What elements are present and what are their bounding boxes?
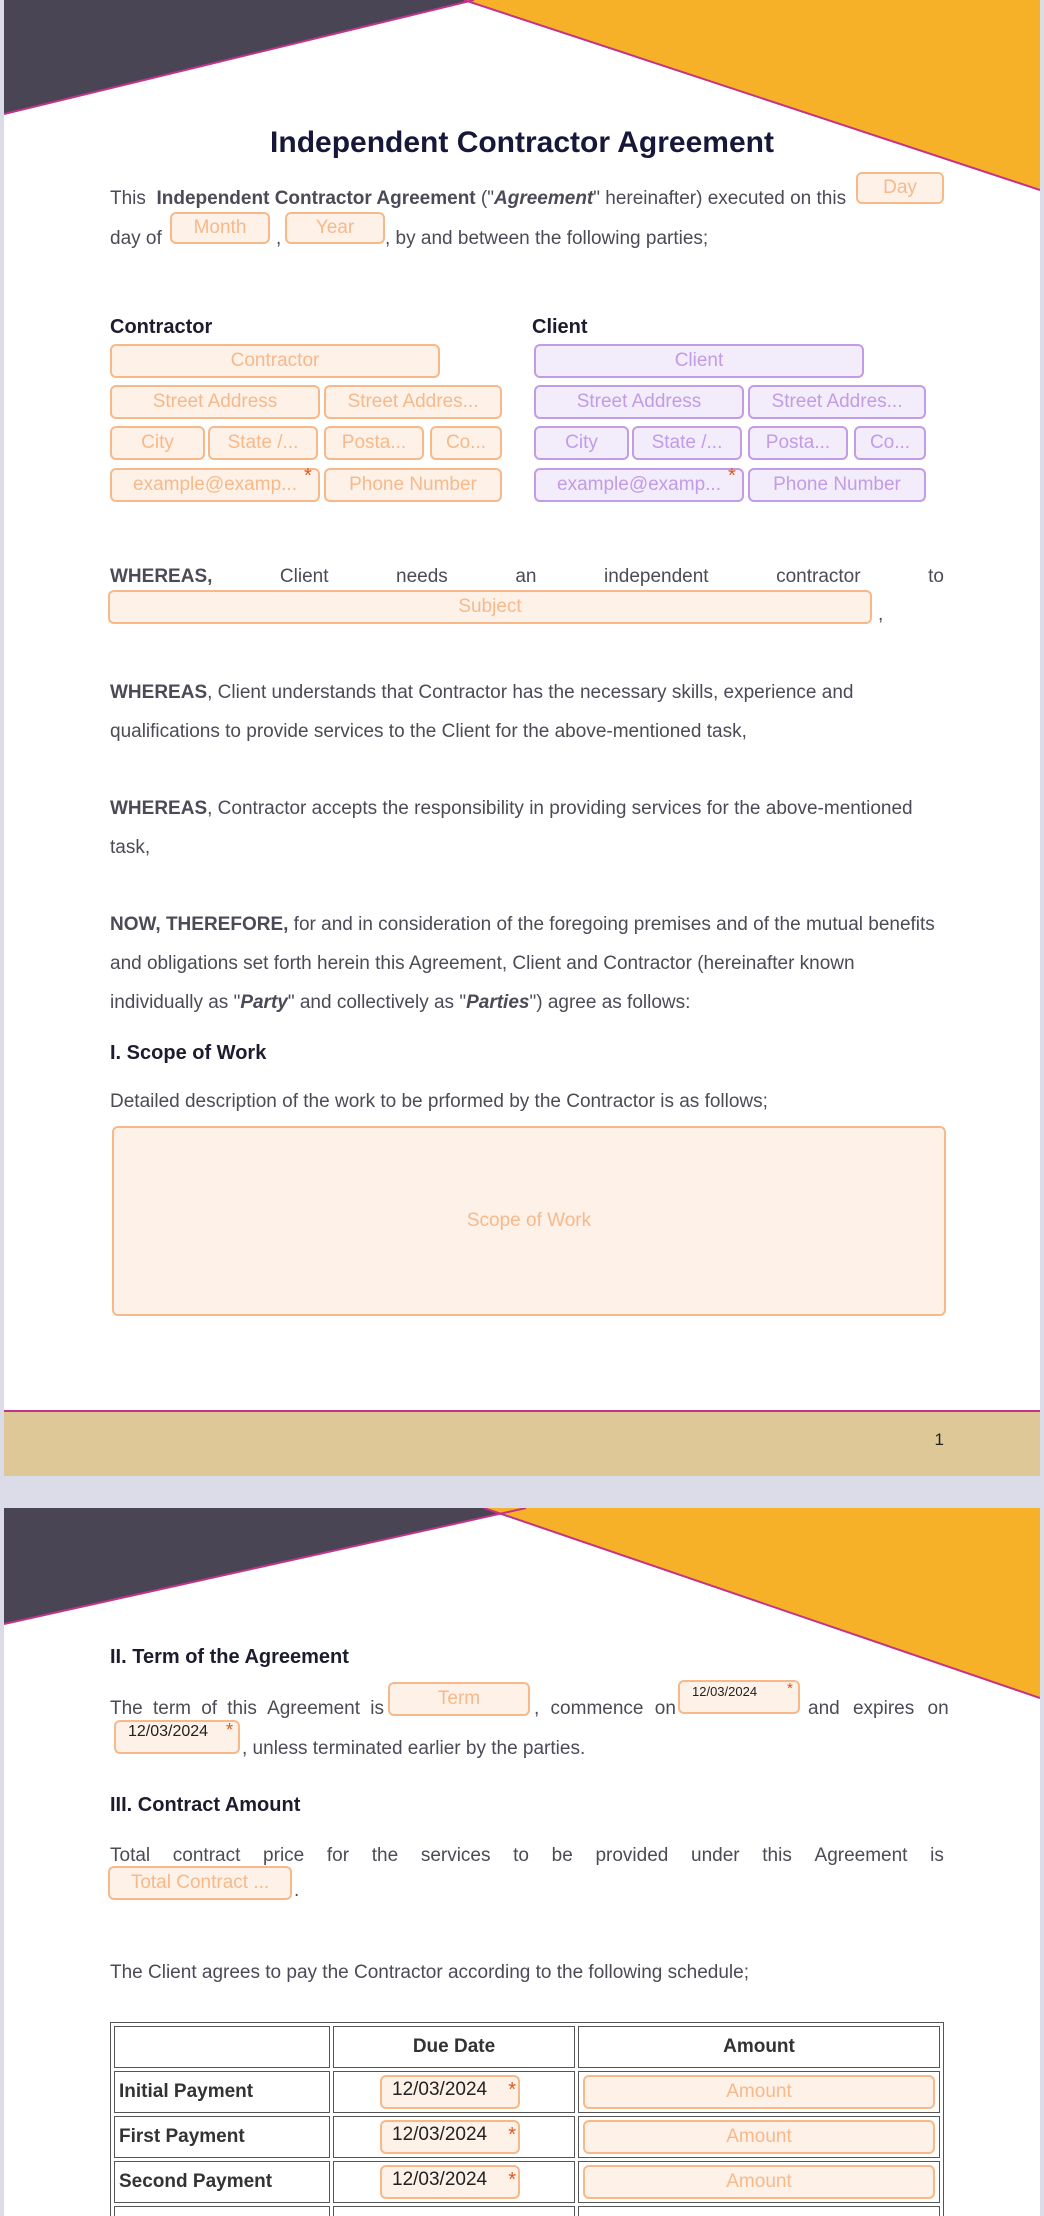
client-label: Client (532, 316, 588, 338)
payment-label: Initial Payment (114, 2071, 330, 2113)
required-asterisk: * (787, 1680, 793, 1697)
page-number: 1 (934, 1430, 944, 1449)
term-field[interactable]: Term (388, 1682, 530, 1716)
contractor-country-field[interactable]: Co... (430, 426, 502, 460)
due-date-field[interactable]: 12/03/2024 * (380, 2165, 520, 2199)
commence-label: , commence on (534, 1698, 676, 1719)
expiry-date-field[interactable]: 12/03/2024 (114, 1720, 240, 1754)
now-therefore-line-2: and obligations set forth herein this Agreement, Client and Contractor (hereinafter known (110, 953, 855, 974)
header-decoration (4, 1508, 1040, 1708)
whereas-3-line-2: task, (110, 837, 151, 858)
scope-heading: I. Scope of Work (110, 1042, 267, 1064)
required-asterisk: * (226, 1720, 234, 1740)
year-field[interactable]: Year (285, 212, 385, 244)
amount-field[interactable]: Amount (583, 2165, 935, 2199)
whereas-1-comma: , (878, 604, 884, 625)
contractor-postal-field[interactable]: Posta... (324, 426, 424, 460)
whereas-1-line: WHEREAS, Client needs an independent contractor to (110, 566, 944, 587)
contractor-label: Contractor (110, 316, 213, 338)
client-street-field[interactable]: Street Address (534, 385, 744, 419)
amount-field[interactable]: Amount (583, 2075, 935, 2109)
contractor-street2-field[interactable]: Street Addres... (324, 385, 502, 419)
total-contract-field[interactable]: Total Contract ... (108, 1866, 292, 1900)
contractor-name-field[interactable]: Contractor (110, 344, 440, 378)
amount-field[interactable]: Amount (583, 2120, 935, 2154)
contractor-city-field[interactable]: City (110, 426, 205, 460)
client-state-field[interactable]: State /... (632, 426, 742, 460)
table-row (114, 2206, 940, 2216)
client-country-field[interactable]: Co... (854, 426, 926, 460)
intro-tail: , by and between the following parties; (385, 228, 709, 249)
commence-date-field[interactable]: 12/03/2024 (678, 1680, 800, 1714)
scope-description: Detailed description of the work to be prformed by the Contractor is as follows; (110, 1091, 768, 1112)
term-tail: , unless terminated earlier by the parties. (242, 1738, 586, 1759)
whereas-2-line-1: WHEREAS, Client understands that Contractor has the necessary skills, experience and (110, 682, 854, 703)
whereas-3-line-1: WHEREAS, Contractor accepts the responsibility in providing services for the above-mentioned (110, 798, 913, 819)
term-heading: II. Term of the Agreement (110, 1646, 349, 1668)
client-email-field[interactable]: example@examp... (534, 468, 744, 502)
client-street2-field[interactable]: Street Addres... (748, 385, 926, 419)
now-therefore-line-3: individually as "Party" and collectively as "Parties") agree as follows: (110, 992, 691, 1013)
now-therefore-line-1: NOW, THEREFORE, for and in consideration of the foregoing premises and of the mutual benefits (110, 914, 935, 935)
amount-line: Total contract price for the services to be provided under this Agreement is (110, 1845, 944, 1866)
required-asterisk: * (728, 465, 736, 487)
contractor-phone-field[interactable]: Phone Number (324, 468, 502, 502)
header-decoration (4, 0, 1040, 200)
contractor-state-field[interactable]: State /... (208, 426, 318, 460)
payment-label: First Payment (114, 2116, 330, 2158)
required-asterisk: * (304, 465, 312, 487)
intro-line-1: This Independent Contractor Agreement ("Agreement" hereinafter) executed on this (110, 188, 847, 209)
table-header-cell: Amount (578, 2026, 940, 2068)
day-of-label: day of (110, 228, 162, 249)
due-date-field[interactable]: 12/03/2024 * (380, 2075, 520, 2109)
schedule-text: The Client agrees to pay the Contractor according to the following schedule; (110, 1962, 749, 1983)
client-name-field[interactable]: Client (534, 344, 864, 378)
table-row (114, 2071, 940, 2113)
scope-of-work-field[interactable]: Scope of Work (112, 1126, 946, 1316)
client-phone-field[interactable]: Phone Number (748, 468, 926, 502)
amount-period: . (294, 1880, 300, 1901)
table-header-cell: Due Date (333, 2026, 575, 2068)
page-2 (4, 1508, 1040, 2216)
month-field[interactable]: Month (170, 212, 270, 244)
page-footer (4, 1412, 1040, 1476)
due-date-field[interactable]: 12/03/2024 * (380, 2120, 520, 2154)
table-header-cell (114, 2026, 330, 2068)
page-1 (4, 0, 1040, 1476)
client-postal-field[interactable]: Posta... (748, 426, 848, 460)
expires-label: and expires on (808, 1698, 949, 1719)
table-row (114, 2116, 940, 2158)
table-row (114, 2161, 940, 2203)
document-title: Independent Contractor Agreement (270, 126, 774, 159)
amount-heading: III. Contract Amount (110, 1794, 301, 1816)
table-header-row (114, 2026, 940, 2068)
subject-field[interactable]: Subject (108, 590, 872, 624)
contractor-street-field[interactable]: Street Address (110, 385, 320, 419)
whereas-2-line-2: qualifications to provide services to the Client for the above-mentioned task, (110, 721, 747, 742)
payment-schedule-table (110, 2022, 944, 2216)
comma: , (276, 228, 282, 249)
contractor-email-field[interactable]: example@examp... (110, 468, 320, 502)
day-field[interactable]: Day (856, 172, 944, 204)
term-line-start: The term of this Agreement is (110, 1698, 384, 1719)
payment-label: Second Payment (114, 2161, 330, 2203)
client-city-field[interactable]: City (534, 426, 629, 460)
